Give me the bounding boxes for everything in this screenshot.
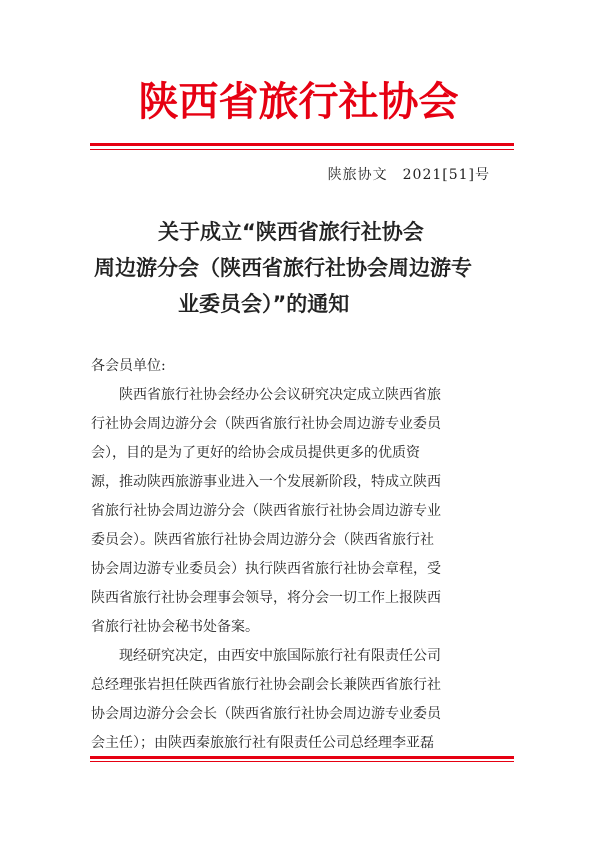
body-line: 陕西省旅行社协会经办公会议研究决定成立陕西省旅 [119, 387, 441, 403]
body-line: 源，推动陕西旅游事业进入一个发展新阶段，特成立陕西 [91, 474, 441, 490]
header-rule-thin [90, 149, 514, 150]
header-rule-thick [90, 143, 514, 146]
footer-rule-thick [90, 756, 514, 759]
document-title [94, 214, 514, 322]
body-line: 委员会）。陕西省旅行社协会周边游分会（陕西省旅行社 [91, 532, 434, 548]
document-body [91, 352, 511, 758]
body-line: 会），目的是为了更好的给协会成员提供更多的优质资 [91, 445, 420, 461]
body-line: 会主任）；由陕西秦旅旅行社有限责任公司总经理李亚磊 [91, 735, 434, 751]
body-line: 省旅行社协会周边游分会（陕西省旅行社协会周边游专业 [91, 503, 441, 519]
footer-rule-thin [90, 761, 514, 762]
title-line: 业委员会）”的通知 [178, 292, 350, 316]
salutation: 各会员单位: [91, 358, 166, 374]
body-line: 陕西省旅行社协会理事会领导，将分会一切工作上报陕西 [91, 590, 441, 606]
body-line: 省旅行社协会秘书处备案。 [91, 619, 259, 635]
body-line: 现经研究决定，由西安中旅国际旅行社有限责任公司 [119, 648, 441, 664]
body-line: 协会周边游专业委员会）执行陕西省旅行社协会章程，受 [91, 561, 441, 577]
document-number: 陕旅协文 2021[51]号 [327, 167, 490, 183]
title-line: 关于成立“陕西省旅行社协会 [158, 220, 424, 244]
title-line: 周边游分会（陕西省旅行社协会周边游专 [94, 256, 472, 280]
body-line: 总经理张岩担任陕西省旅行社协会副会长兼陕西省旅行社 [91, 677, 441, 693]
body-line: 行社协会周边游分会（陕西省旅行社协会周边游专业委员 [91, 416, 441, 432]
organization-name: 陕西省旅行社协会 [138, 79, 459, 125]
body-line: 协会周边游分会会长（陕西省旅行社协会周边游专业委员 [91, 706, 441, 722]
